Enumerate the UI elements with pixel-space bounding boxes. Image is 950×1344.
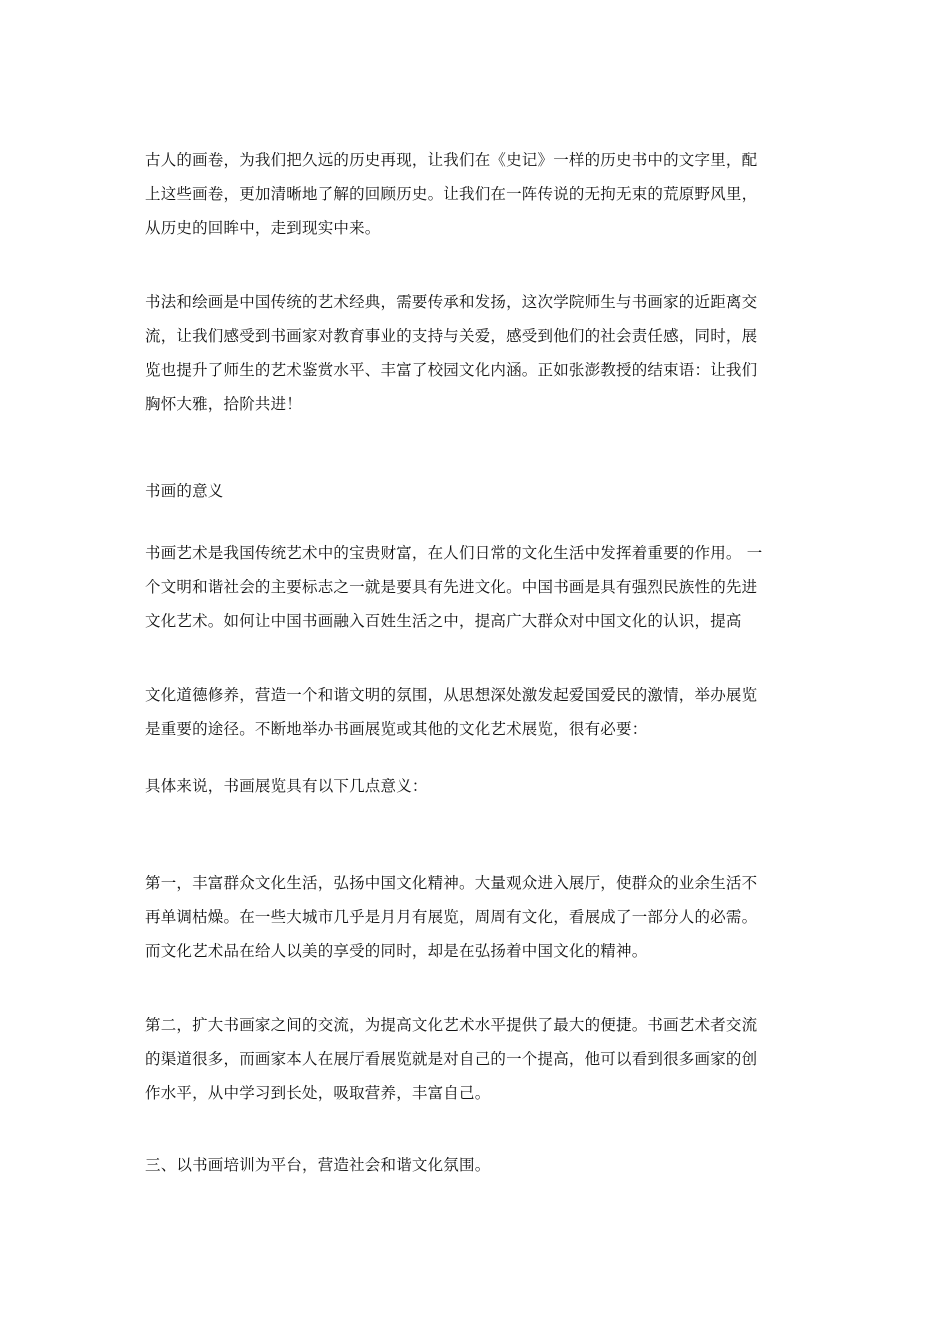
paragraph-art-wealth bbox=[145, 536, 809, 638]
text-line: 书法和绘画是中国传统的艺术经典，需要传承和发扬，这次学院师生与书画家的近距离交 bbox=[145, 293, 758, 311]
text-line: 第二，扩大书画家之间的交流，为提高文化艺术水平提供了最大的便捷。书画艺术者交流 bbox=[145, 1016, 758, 1034]
text-line: 作水平，从中学习到长处，吸取营养，丰富自己。 bbox=[145, 1084, 491, 1102]
paragraph-exhibition-need bbox=[145, 678, 809, 746]
paragraph-point-two bbox=[145, 1008, 809, 1110]
text-line: 而文化艺术品在给人以美的享受的同时，却是在弘扬着中国文化的精神。 bbox=[145, 942, 648, 960]
paragraph-point-three bbox=[145, 1148, 809, 1182]
text-line: 览也提升了师生的艺术鉴赏水平、丰富了校园文化内涵。正如张澎教授的结束语：让我们 bbox=[145, 361, 758, 379]
text-line: 具体来说，书画展览具有以下几点意义： bbox=[145, 777, 428, 795]
paragraph-specifics-intro bbox=[145, 769, 809, 803]
text-line: 再单调枯燥。在一些大城市几乎是月月有展览，周周有文化，看展成了一部分人的必需。 bbox=[145, 908, 758, 926]
section-heading bbox=[145, 474, 809, 508]
text-line: 从历史的回眸中，走到现实中来。 bbox=[145, 219, 381, 237]
text-line: 的渠道很多，而画家本人在展厅看展览就是对自己的一个提高，他可以看到很多画家的创 bbox=[145, 1050, 758, 1068]
text-line: 胸怀大雅，拾阶共进！ bbox=[145, 395, 303, 413]
paragraph-point-one bbox=[145, 866, 809, 968]
text-line: 文化道德修养，营造一个和谐文明的氛围，从思想深处激发起爱国爱民的激情，举办展览 bbox=[145, 686, 758, 704]
document-page bbox=[145, 0, 809, 1344]
text-line: 上这些画卷，更加清晰地了解的回顾历史。让我们在一阵传说的无拘无束的荒原野风里， bbox=[145, 185, 758, 203]
text-line: 三、以书画培训为平台，营造社会和谐文化氛围。 bbox=[145, 1156, 491, 1174]
text-line: 书画的意义 bbox=[145, 482, 224, 500]
text-line: 古人的画卷，为我们把久远的历史再现，让我们在《史记》一样的历史书中的文字里，配 bbox=[145, 151, 758, 169]
text-line: 个文明和谐社会的主要标志之一就是要具有先进文化。中国书画是具有强烈民族性的先进 bbox=[145, 578, 758, 596]
text-line: 流，让我们感受到书画家对教育事业的支持与关爱，感受到他们的社会责任感，同时，展 bbox=[145, 327, 758, 345]
paragraph-history-scroll bbox=[145, 143, 809, 245]
text-line: 是重要的途径。不断地举办书画展览或其他的文化艺术展览，很有必要： bbox=[145, 720, 648, 738]
text-line: 文化艺术。如何让中国书画融入百姓生活之中，提高广大群众对中国文化的认识，提高 bbox=[145, 612, 742, 630]
text-line: 第一，丰富群众文化生活，弘扬中国文化精神。大量观众进入展厅，使群众的业余生活不 bbox=[145, 874, 758, 892]
text-line: 书画艺术是我国传统艺术中的宝贵财富，在人们日常的文化生活中发挥着重要的作用。 一 bbox=[145, 544, 763, 562]
paragraph-calligraphy-exchange bbox=[145, 285, 809, 421]
